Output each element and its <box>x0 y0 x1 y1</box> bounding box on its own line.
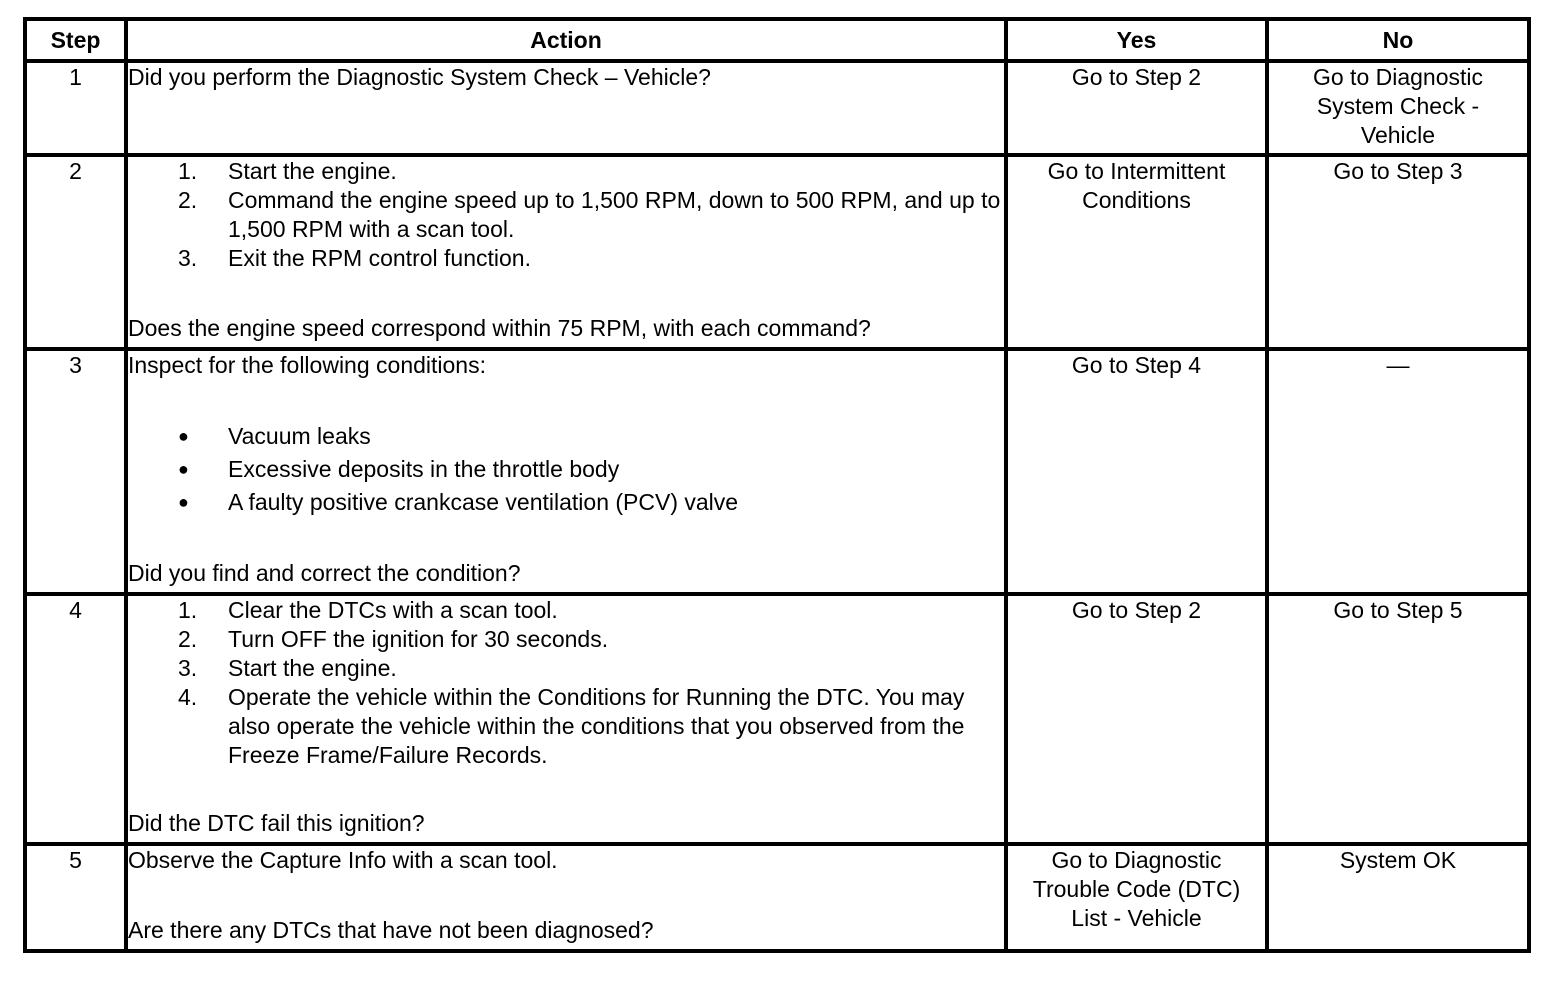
list-number: 1. <box>178 597 198 623</box>
yes-result: Go to Intermittent Conditions <box>1047 158 1226 213</box>
yes-cell <box>1006 349 1267 594</box>
yes-cell <box>1006 594 1267 844</box>
list-text: Start the engine. <box>228 655 397 681</box>
header-yes: Yes <box>1006 19 1267 61</box>
list-item <box>178 420 1004 453</box>
action-cell <box>126 349 1006 594</box>
list-number: 1. <box>178 158 198 184</box>
list-item <box>178 654 1004 683</box>
numbered-list <box>128 596 1004 770</box>
no-result: System OK <box>1339 847 1457 873</box>
list-text: Exit the RPM control function. <box>228 245 531 271</box>
list-text: Clear the DTCs with a scan tool. <box>228 597 558 623</box>
yes-cell <box>1006 61 1267 155</box>
list-text: Turn OFF the ignition for 30 seconds. <box>228 626 609 652</box>
numbered-list <box>128 157 1004 273</box>
action-cell <box>126 155 1006 349</box>
yes-result: Go to Step 2 <box>1071 64 1202 90</box>
step-number: 5 <box>25 844 126 951</box>
yes-result: Go to Diagnostic Trouble Code (DTC) List - Vehicle <box>1032 847 1241 931</box>
no-cell <box>1267 349 1529 594</box>
table-row <box>25 349 1529 594</box>
no-cell <box>1267 61 1529 155</box>
action-cell <box>126 61 1006 155</box>
list-item <box>178 683 1004 770</box>
list-text: Start the engine. <box>228 158 397 184</box>
list-number: 2. <box>178 626 198 652</box>
table-row <box>25 844 1529 951</box>
table-row <box>25 155 1529 349</box>
no-result: Go to Step 5 <box>1333 597 1463 623</box>
action-question: Did you find and correct the condition? <box>128 560 521 586</box>
header-row <box>25 19 1529 61</box>
list-item <box>178 625 1004 654</box>
yes-result: Go to Step 4 <box>1071 352 1202 378</box>
bullet-icon: ● <box>178 426 189 446</box>
header-no: No <box>1267 19 1529 61</box>
no-result: Go to Step 3 <box>1333 158 1463 184</box>
table-row <box>25 61 1529 155</box>
no-result: Go to Diagnostic System Check - Vehicle <box>1312 64 1484 148</box>
action-cell <box>126 594 1006 844</box>
action-text: Inspect for the following conditions: <box>128 352 486 378</box>
step-number: 2 <box>25 155 126 349</box>
action-content <box>128 351 1004 588</box>
bullet-icon: ● <box>178 492 189 512</box>
table-row <box>25 594 1529 844</box>
list-item <box>178 244 1004 273</box>
yes-cell <box>1006 844 1267 951</box>
list-text: Command the engine speed up to 1,500 RPM, down to 500 RPM, and up to 1,500 RPM with a scan tool. <box>228 187 1001 242</box>
header-action: Action <box>126 19 1006 61</box>
list-text: Vacuum leaks <box>228 423 371 449</box>
action-cell <box>126 844 1006 951</box>
list-number: 3. <box>178 245 198 271</box>
yes-cell <box>1006 155 1267 349</box>
header-step: Step <box>25 19 126 61</box>
list-number: 3. <box>178 655 198 681</box>
list-item <box>178 453 1004 486</box>
list-item <box>178 596 1004 625</box>
list-number: 2. <box>178 187 198 213</box>
list-item <box>178 186 1004 244</box>
list-text: Excessive deposits in the throttle body <box>228 456 620 482</box>
no-cell <box>1267 844 1529 951</box>
action-text: Did you perform the Diagnostic System Check – Vehicle? <box>128 64 711 90</box>
yes-result: Go to Step 2 <box>1071 597 1202 623</box>
action-question: Are there any DTCs that have not been diagnosed? <box>128 917 654 943</box>
action-content <box>128 157 1004 343</box>
action-content <box>128 596 1004 838</box>
list-number: 4. <box>178 684 198 710</box>
action-question: Does the engine speed correspond within 75 RPM, with each command? <box>128 315 871 341</box>
bullet-icon: ● <box>178 459 189 479</box>
bullet-list <box>128 420 1004 519</box>
diagnostic-table <box>23 17 1531 953</box>
list-text: A faulty positive crankcase ventilation (PCV) valve <box>228 489 739 515</box>
action-text: Observe the Capture Info with a scan tool. <box>128 847 558 873</box>
step-number: 1 <box>25 61 126 155</box>
list-text: Operate the vehicle within the Conditions for Running the DTC. You may also operate the vehicle within the conditions that you observed from the Freeze Frame/Failure Records. <box>228 684 965 768</box>
action-content <box>128 846 1004 945</box>
no-cell <box>1267 594 1529 844</box>
no-cell <box>1267 155 1529 349</box>
step-number: 4 <box>25 594 126 844</box>
step-number: 3 <box>25 349 126 594</box>
list-item <box>178 486 1004 519</box>
list-item <box>178 157 1004 186</box>
no-result: — <box>1386 352 1410 378</box>
action-question: Did the DTC fail this ignition? <box>128 810 425 836</box>
